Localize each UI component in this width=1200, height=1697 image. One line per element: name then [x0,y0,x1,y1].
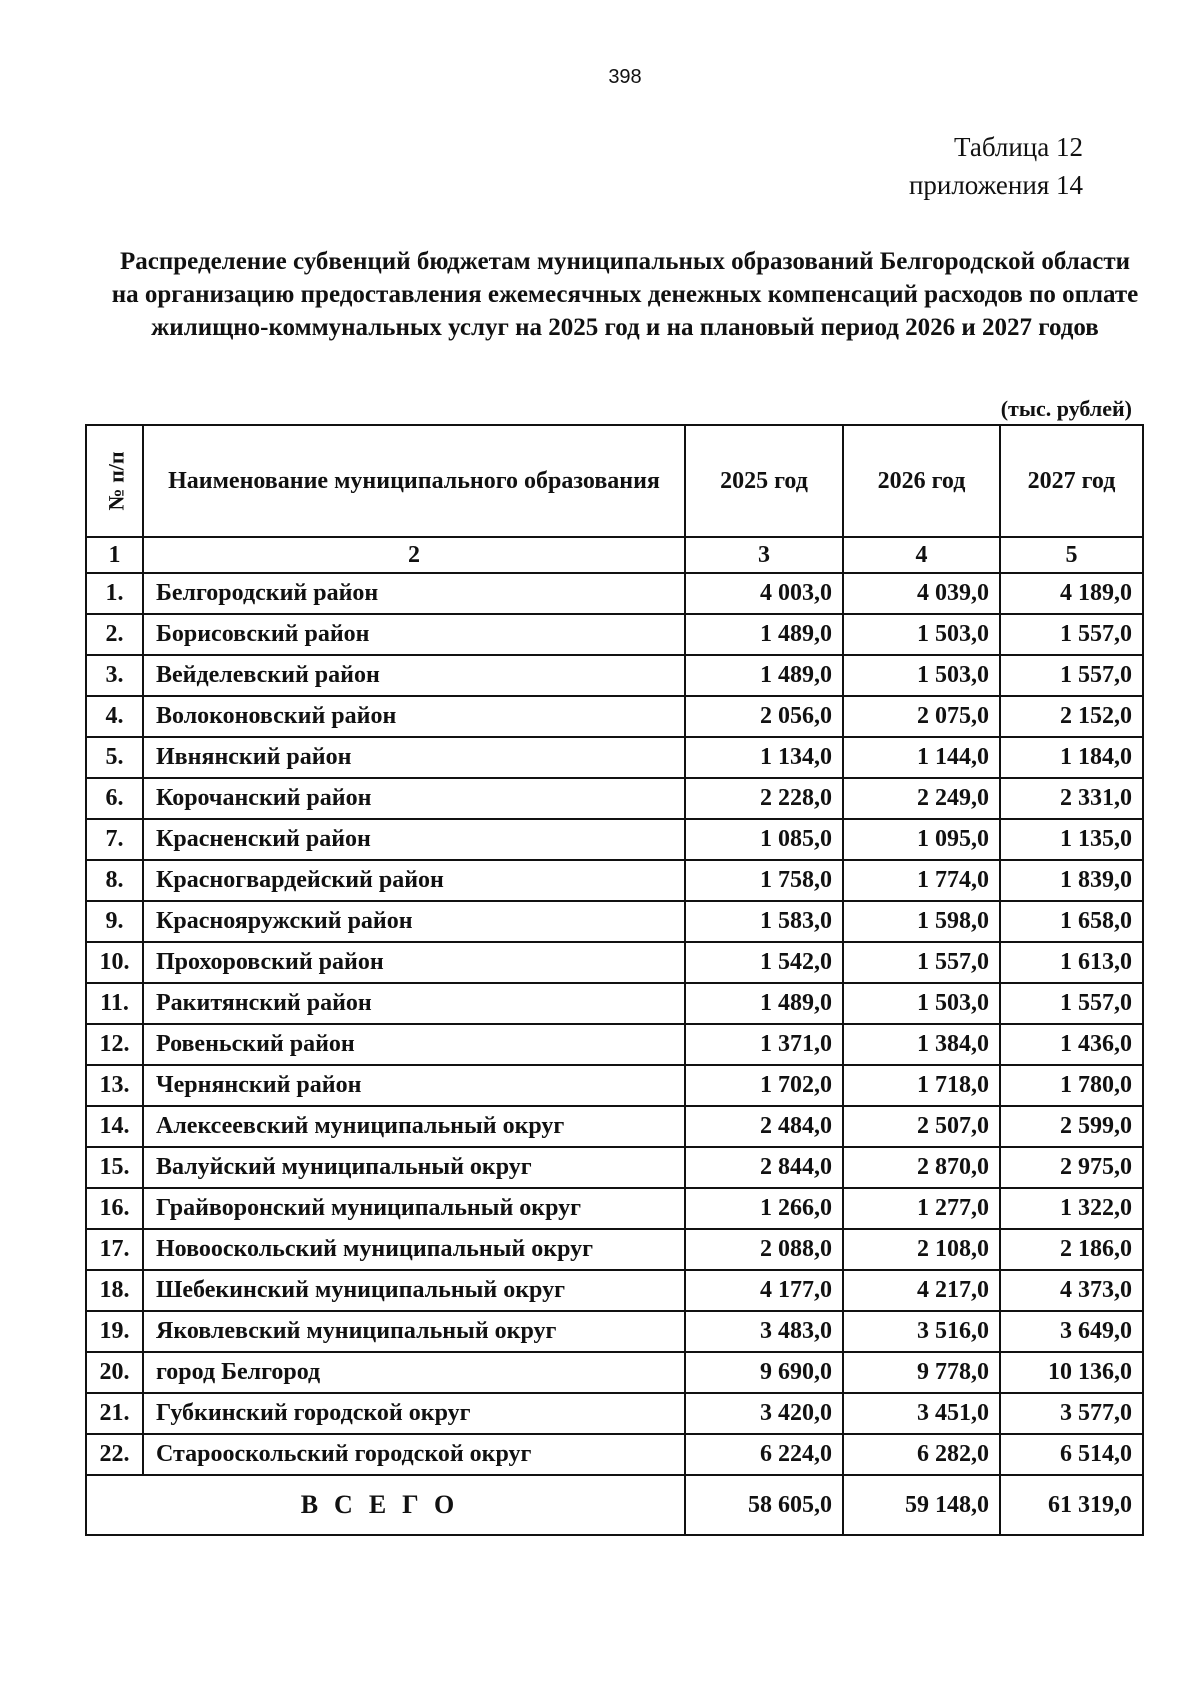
value-2026: 3 516,0 [843,1311,1000,1352]
table-row [86,1270,1143,1311]
value-2027: 1 780,0 [1000,1065,1143,1106]
value-2027: 4 189,0 [1000,573,1143,614]
value-2027: 2 331,0 [1000,778,1143,819]
value-2027: 1 436,0 [1000,1024,1143,1065]
value-2025: 1 134,0 [685,737,843,778]
document-title: Распределение субвенций бюджетам муниципальных образований Белгородской области на организацию предоставления ежемесячных денежных компенсаций расходов по оплате жилищно-коммунальных услуг на 2025 год и на плановый период 2026 и 2027 годов [111,248,1139,341]
value-2027: 2 186,0 [1000,1229,1143,1270]
value-2025: 9 690,0 [685,1352,843,1393]
column-index: 1 [86,537,143,573]
table-row [86,737,1143,778]
value-2025: 2 056,0 [685,696,843,737]
value-2026: 1 774,0 [843,860,1000,901]
row-number: 21. [86,1393,143,1434]
column-index-row [86,537,1143,573]
row-number: 2. [86,614,143,655]
value-2027: 1 658,0 [1000,901,1143,942]
municipality-name: Яковлевский муниципальный округ [143,1311,685,1352]
units-note: (тыс. рублей) [1000,396,1132,421]
municipality-name: Алексеевский муниципальный округ [143,1106,685,1147]
value-2026: 1 503,0 [843,655,1000,696]
table-row [86,1106,1143,1147]
value-2027: 6 514,0 [1000,1434,1143,1475]
value-2027: 10 136,0 [1000,1352,1143,1393]
row-number: 12. [86,1024,143,1065]
row-number: 5. [86,737,143,778]
table-body [86,573,1143,1475]
row-number: 10. [86,942,143,983]
column-index: 4 [843,537,1000,573]
subsidy-table [85,424,1144,1536]
table-row [86,1434,1143,1475]
table-row [86,1065,1143,1106]
municipality-name: Краснояружский район [143,901,685,942]
header-num: № п/п [103,450,129,511]
value-2027: 4 373,0 [1000,1270,1143,1311]
table-header-row [86,425,1143,537]
table-row [86,819,1143,860]
municipality-name: Вейделевский район [143,655,685,696]
column-index: 5 [1000,537,1143,573]
table-row [86,942,1143,983]
value-2026: 6 282,0 [843,1434,1000,1475]
municipality-name: Белгородский район [143,573,685,614]
municipality-name: Губкинский городской округ [143,1393,685,1434]
row-number: 16. [86,1188,143,1229]
value-2025: 3 420,0 [685,1393,843,1434]
table-row [86,1393,1143,1434]
value-2025: 6 224,0 [685,1434,843,1475]
row-number: 7. [86,819,143,860]
value-2026: 2 249,0 [843,778,1000,819]
value-2026: 1 095,0 [843,819,1000,860]
table-row [86,1352,1143,1393]
value-2026: 9 778,0 [843,1352,1000,1393]
value-2025: 1 371,0 [685,1024,843,1065]
municipality-name: Грайворонский муниципальный округ [143,1188,685,1229]
row-number: 20. [86,1352,143,1393]
value-2026: 1 277,0 [843,1188,1000,1229]
table-row [86,983,1143,1024]
municipality-name: Прохоровский район [143,942,685,983]
value-2026: 1 598,0 [843,901,1000,942]
municipality-name: Волоконовский район [143,696,685,737]
row-number: 11. [86,983,143,1024]
table-row [86,778,1143,819]
value-2025: 1 085,0 [685,819,843,860]
total-2027: 61 319,0 [1000,1475,1143,1535]
table-row [86,901,1143,942]
municipality-name: Чернянский район [143,1065,685,1106]
value-2027: 2 599,0 [1000,1106,1143,1147]
value-2026: 2 108,0 [843,1229,1000,1270]
value-2025: 3 483,0 [685,1311,843,1352]
value-2025: 1 542,0 [685,942,843,983]
value-2025: 1 758,0 [685,860,843,901]
header-name-cell [143,425,685,537]
municipality-name: город Белгород [143,1352,685,1393]
table-reference [909,128,1083,204]
value-2025: 2 228,0 [685,778,843,819]
value-2026: 4 217,0 [843,1270,1000,1311]
value-2027: 2 975,0 [1000,1147,1143,1188]
table-row [86,1229,1143,1270]
value-2026: 1 503,0 [843,983,1000,1024]
table-row [86,860,1143,901]
total-2026: 59 148,0 [843,1475,1000,1535]
row-number: 13. [86,1065,143,1106]
value-2027: 1 613,0 [1000,942,1143,983]
value-2027: 3 577,0 [1000,1393,1143,1434]
row-number: 22. [86,1434,143,1475]
table-row [86,614,1143,655]
header-name: Наименование муниципального образования [168,468,660,494]
municipality-name: Ракитянский район [143,983,685,1024]
value-2025: 1 266,0 [685,1188,843,1229]
value-2026: 2 870,0 [843,1147,1000,1188]
value-2027: 2 152,0 [1000,696,1143,737]
value-2026: 1 503,0 [843,614,1000,655]
header-2027: 2027 год [1000,425,1143,537]
page-number: 398 [608,66,642,88]
table-row [86,1188,1143,1229]
table-row [86,696,1143,737]
row-number: 14. [86,1106,143,1147]
municipality-name: Шебекинский муниципальный округ [143,1270,685,1311]
header-2025: 2025 год [685,425,843,537]
table-row [86,1147,1143,1188]
municipality-name: Ивнянский район [143,737,685,778]
column-index: 2 [143,537,685,573]
municipality-name: Новооскольский муниципальный округ [143,1229,685,1270]
row-number: 17. [86,1229,143,1270]
row-number: 18. [86,1270,143,1311]
value-2026: 4 039,0 [843,573,1000,614]
value-2026: 1 384,0 [843,1024,1000,1065]
municipality-name: Красненский район [143,819,685,860]
municipality-name: Красногвардейский район [143,860,685,901]
value-2025: 4 177,0 [685,1270,843,1311]
value-2025: 1 489,0 [685,983,843,1024]
row-number: 19. [86,1311,143,1352]
municipality-name: Корочанский район [143,778,685,819]
value-2025: 1 583,0 [685,901,843,942]
value-2027: 1 135,0 [1000,819,1143,860]
row-number: 4. [86,696,143,737]
value-2027: 3 649,0 [1000,1311,1143,1352]
municipality-name: Борисовский район [143,614,685,655]
value-2025: 1 489,0 [685,655,843,696]
header-num-cell [86,425,143,537]
table-row [86,655,1143,696]
row-number: 1. [86,573,143,614]
municipality-name: Старооскольский городской округ [143,1434,685,1475]
value-2027: 1 557,0 [1000,655,1143,696]
value-2026: 2 507,0 [843,1106,1000,1147]
header-2026: 2026 год [843,425,1000,537]
total-2025: 58 605,0 [685,1475,843,1535]
table-row [86,1024,1143,1065]
value-2025: 2 088,0 [685,1229,843,1270]
municipality-name: Валуйский муниципальный округ [143,1147,685,1188]
table-row [86,573,1143,614]
value-2025: 1 702,0 [685,1065,843,1106]
value-2026: 3 451,0 [843,1393,1000,1434]
value-2026: 1 144,0 [843,737,1000,778]
value-2027: 1 184,0 [1000,737,1143,778]
municipality-name: Ровеньский район [143,1024,685,1065]
row-number: 3. [86,655,143,696]
row-number: 6. [86,778,143,819]
table-reference-line2: приложения 14 [908,170,1083,200]
value-2025: 2 484,0 [685,1106,843,1147]
row-number: 9. [86,901,143,942]
value-2027: 1 322,0 [1000,1188,1143,1229]
value-2026: 2 075,0 [843,696,1000,737]
value-2026: 1 718,0 [843,1065,1000,1106]
total-row [86,1475,1143,1535]
value-2027: 1 557,0 [1000,614,1143,655]
value-2026: 1 557,0 [843,942,1000,983]
value-2027: 1 557,0 [1000,983,1143,1024]
table-row [86,1311,1143,1352]
column-index: 3 [685,537,843,573]
value-2027: 1 839,0 [1000,860,1143,901]
value-2025: 4 003,0 [685,573,843,614]
total-label: ВСЕГО [86,1475,685,1535]
row-number: 15. [86,1147,143,1188]
value-2025: 2 844,0 [685,1147,843,1188]
row-number: 8. [86,860,143,901]
value-2025: 1 489,0 [685,614,843,655]
table-reference-line1: Таблица 12 [954,132,1083,162]
